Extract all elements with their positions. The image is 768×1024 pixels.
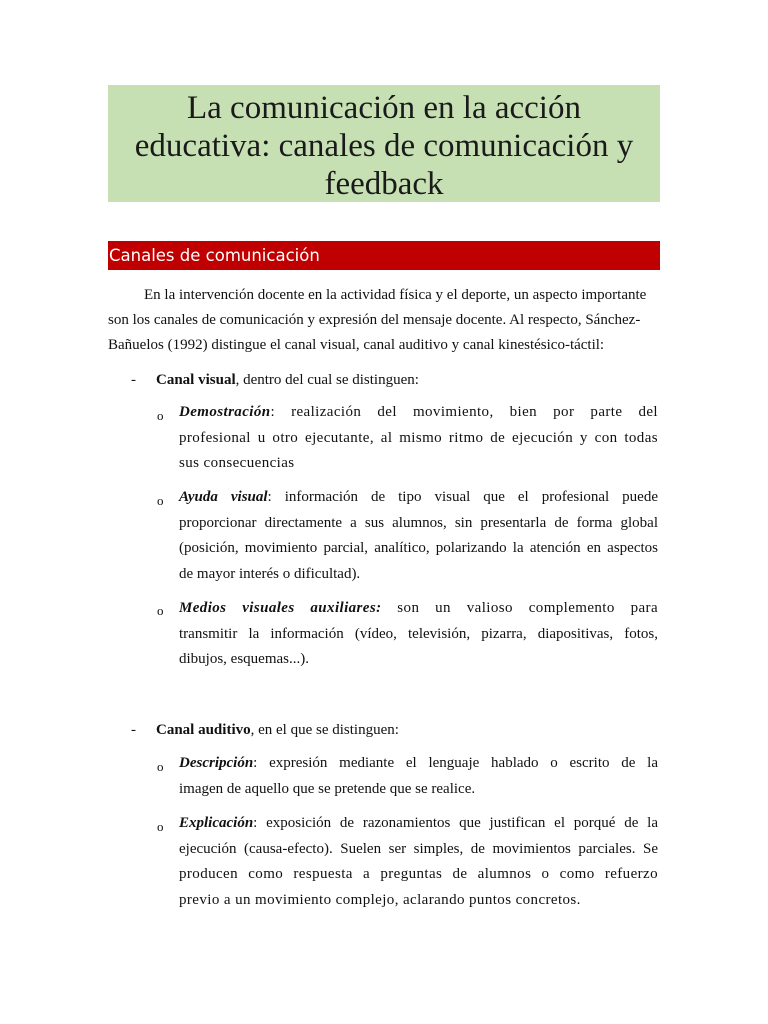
intro-paragraph <box>108 283 660 358</box>
bullet-marker: o <box>157 603 164 618</box>
canal-visual-heading <box>156 370 419 390</box>
intro-line-2: son los canales de comunicación y expresión del mensaje docente. Al respecto, Sánchez- <box>108 312 641 328</box>
canal-auditivo-term: Canal auditivo <box>156 722 251 738</box>
item-line <box>179 485 658 511</box>
item-term: Explicación <box>179 815 254 831</box>
item-text: : exposición de razonamientos que justifican el porqué de la <box>253 815 658 831</box>
canal-auditivo-rest: , en el que se distinguen: <box>250 722 399 738</box>
item-line: transmitir la información (vídeo, televisión, pizarra, diapositivas, fotos, <box>179 625 658 642</box>
item-term: Descripción <box>179 755 254 771</box>
intro-line-1: En la intervención docente en la actividad física y el deporte, un aspecto importante <box>144 287 647 303</box>
title-line-3: feedback <box>324 166 444 202</box>
item-text: son un valioso complemento para <box>381 600 659 616</box>
item-line <box>179 751 658 777</box>
canal-visual-rest: , dentro del cual se distinguen: <box>235 372 419 388</box>
title-line-2: educativa: canales de comunicación y <box>134 128 634 164</box>
document-title <box>108 85 660 202</box>
item-text: : información de tipo visual que el profesional puede <box>267 489 658 505</box>
bullet-marker: o <box>157 819 164 834</box>
item-line: imagen de aquello que se pretende que se realice. <box>179 780 476 797</box>
section-heading: Canales de comunicación <box>108 241 660 270</box>
item-demostracion <box>179 400 658 477</box>
item-line <box>179 400 658 426</box>
item-line: dibujos, esquemas...). <box>179 651 309 667</box>
bullet-marker: o <box>157 759 164 774</box>
intro-line-3: Bañuelos (1992) distingue el canal visual, canal auditivo y canal kinestésico-táctil: <box>108 337 605 353</box>
list-dash: - <box>131 372 136 388</box>
canal-visual-term: Canal visual <box>156 372 236 388</box>
item-line: profesional u otro ejecutante, al mismo ritmo de ejecución y con todas <box>179 429 658 446</box>
item-line: producen como respuesta a preguntas de alumnos o como refuerzo <box>179 866 658 882</box>
item-line: previo a un movimiento complejo, aclarando puntos concretos. <box>179 891 581 908</box>
bullet-marker: o <box>157 408 164 423</box>
list-dash: - <box>131 722 136 738</box>
item-line: proporcionar directamente a sus alumnos, sin presentarla de forma global <box>179 514 658 531</box>
canal-auditivo-heading <box>156 720 399 740</box>
item-ayuda-visual <box>179 485 658 587</box>
item-line: (posición, movimiento parcial, analítico, polarizando la atención en aspectos <box>179 540 658 556</box>
item-line: sus consecuencias <box>179 455 295 471</box>
item-descripcion <box>179 751 658 802</box>
item-medios-visuales <box>179 596 658 673</box>
item-term: Demostración <box>179 404 271 420</box>
item-text: : realización del movimiento, bien por parte del <box>270 404 658 420</box>
item-text: : expresión mediante el lenguaje hablado o escrito de la <box>253 755 658 771</box>
item-line <box>179 596 658 622</box>
bullet-marker: o <box>157 493 164 508</box>
item-explicacion <box>179 811 658 913</box>
item-line: ejecución (causa-efecto). Suelen ser simples, de movimientos parciales. Se <box>179 840 658 857</box>
item-line: de mayor interés o dificultad). <box>179 565 361 582</box>
item-line <box>179 811 658 837</box>
title-line-1: La comunicación en la acción <box>187 90 581 126</box>
item-term: Medios visuales auxiliares: <box>179 600 382 616</box>
item-term: Ayuda visual <box>179 489 268 505</box>
